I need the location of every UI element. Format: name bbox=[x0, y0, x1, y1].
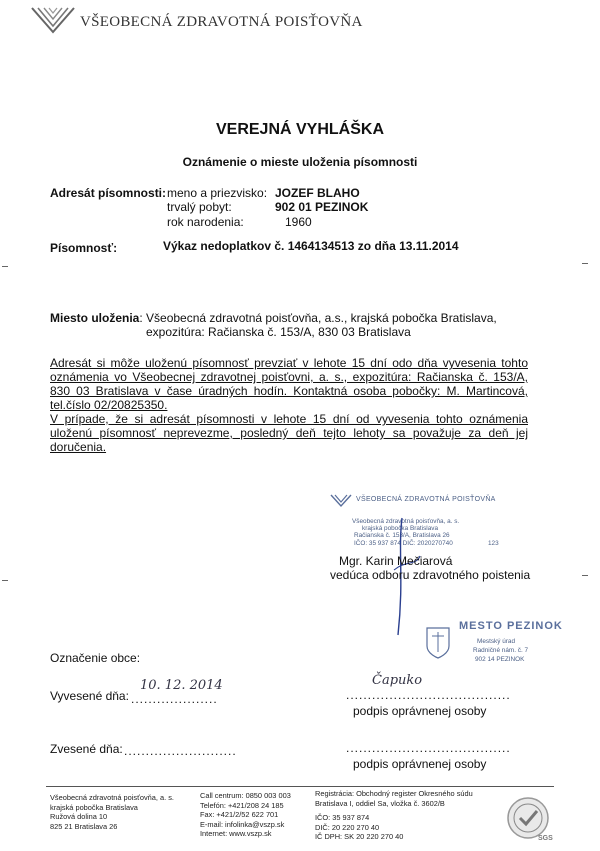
document-label: Písomnosť: bbox=[50, 241, 118, 255]
city-stamp bbox=[425, 620, 565, 688]
footer-col-3 bbox=[315, 789, 473, 842]
stamp-logo-icon bbox=[330, 494, 352, 508]
footer-col-2 bbox=[200, 791, 291, 839]
footer-line: Bratislava I, oddiel Sa, vložka č. 3602/B bbox=[315, 798, 445, 808]
posted-date: 10. 12. 2014 bbox=[140, 678, 223, 693]
document-value: Výkaz nedoplatkov č. 1464134513 zo dňa 13.11.2014 bbox=[163, 239, 459, 253]
edge-mark bbox=[2, 580, 8, 581]
page-subtitle: Oznámenie o mieste uloženia písomnosti bbox=[182, 155, 418, 169]
stamp-line-3: Račianska č. 153/A, Bratislava 26 bbox=[354, 532, 450, 539]
stamp-code: 123 bbox=[488, 540, 499, 547]
posted-label: Vyvesené dňa: bbox=[50, 689, 129, 703]
city-stamp-line-1: Mestský úrad bbox=[477, 638, 516, 645]
certification-badge bbox=[502, 794, 554, 846]
footer-line: Registrácia: Obchodný register Okresného súdu bbox=[315, 789, 473, 798]
footer-line: E-mail: infolinka@vszp.sk bbox=[200, 819, 285, 829]
footer-line: IČO: 35 937 874 bbox=[315, 813, 370, 823]
posted-dots: .................... bbox=[131, 692, 218, 706]
removed-dots: .......................... bbox=[124, 744, 237, 758]
posted-signature: Čapuko bbox=[372, 673, 423, 688]
vszp-logo-icon bbox=[30, 6, 76, 36]
storage-line-1 bbox=[50, 311, 497, 325]
birth-label: rok narodenia: bbox=[167, 215, 244, 229]
notice-paragraph-1: Adresát si môže uloženú písomnosť prevziať v lehote 15 dní odo dňa vyvesenia tohto oznámenia vo Všeobecnej zdravotnej poisťovni, a. s., expozitúra: Račianska č. 153/A, 830 03 Bratislava v čase úradných hodín. Kontaktná osoba pobočky: M. Martincová, tel.číslo 02/20825350. bbox=[50, 356, 528, 412]
footer-line: Telefón: +421/208 24 185 bbox=[200, 800, 284, 810]
stamp-org: VŠEOBECNÁ ZDRAVOTNÁ POISŤOVŇA bbox=[356, 496, 496, 503]
footer-line: Internet: www.vszp.sk bbox=[200, 829, 272, 839]
stamp-line-4: IČO: 35 937 874 DIČ: 2020270740 bbox=[354, 540, 453, 547]
designation-label: Označenie obce: bbox=[50, 651, 141, 665]
signatory-name: Mgr. Karin Mečiarová bbox=[339, 554, 453, 568]
page-title: VEREJNÁ VYHLÁŠKA bbox=[215, 121, 385, 138]
posted-sign-line: ...................................... bbox=[346, 688, 511, 702]
footer-line: Call centrum: 0850 003 003 bbox=[200, 791, 291, 800]
notice-paragraph-2: V prípade, že si adresát písomnosti v lehote 15 dní od vyvesenia tohto oznámenia uloženú písomnosť neprevezme, posledný deň tejto lehoty sa považuje za deň jej doručenia. bbox=[50, 412, 528, 454]
footer-line: krajská pobočka Bratislava bbox=[50, 802, 138, 812]
birth-value: 1960 bbox=[285, 215, 312, 229]
coat-of-arms-icon bbox=[425, 626, 451, 660]
storage-address-2: expozitúra: Račianska č. 153/A, 830 03 Bratislava bbox=[146, 325, 411, 339]
edge-mark bbox=[582, 575, 588, 576]
storage-label: Miesto uloženia bbox=[50, 311, 140, 325]
residence-label: trvalý pobyt: bbox=[167, 200, 232, 214]
name-label: meno a priezvisko: bbox=[167, 186, 268, 200]
edge-mark bbox=[2, 266, 8, 267]
edge-mark bbox=[582, 263, 588, 264]
stamp-line-1: Všeobecná zdravotná poisťovňa, a. s. bbox=[352, 518, 460, 525]
footer-line: Ružová dolina 10 bbox=[50, 812, 108, 822]
stamp-line-2: krajská pobočka Bratislava bbox=[362, 525, 439, 532]
certification-label: SGS bbox=[538, 835, 553, 842]
city-stamp-line-3: 902 14 PEZINOK bbox=[475, 656, 525, 663]
removed-sign-caption: podpis oprávnenej osoby bbox=[353, 757, 487, 771]
city-stamp-line-2: Radničné nám. č. 7 bbox=[473, 647, 529, 654]
footer-line: Fax: +421/2/52 622 701 bbox=[200, 810, 279, 820]
footer-line: Všeobecná zdravotná poisťovňa, a. s. bbox=[50, 793, 174, 802]
storage-address-1: : Všeobecná zdravotná poisťovňa, a.s., krajská pobočka Bratislava, bbox=[139, 311, 497, 325]
addressee-label: Adresát písomnosti: bbox=[50, 186, 167, 200]
removed-sign-line: ...................................... bbox=[346, 741, 511, 755]
city-stamp-title: MESTO PEZINOK bbox=[459, 620, 563, 632]
footer-divider bbox=[46, 786, 554, 787]
residence-value: 902 01 PEZINOK bbox=[275, 200, 369, 214]
footer-line: IČ DPH: SK 20 220 270 40 bbox=[315, 832, 404, 842]
signatory-position: vedúca odboru zdravotného poistenia bbox=[330, 568, 531, 582]
footer-line: DIČ: 20 220 270 40 bbox=[315, 822, 380, 832]
org-name: VŠEOBECNÁ ZDRAVOTNÁ POISŤOVŇA bbox=[80, 14, 363, 30]
name-value: JOZEF BLAHO bbox=[275, 186, 360, 200]
removed-label: Zvesené dňa: bbox=[50, 742, 123, 756]
footer-col-1 bbox=[50, 793, 174, 831]
footer-line: 825 21 Bratislava 26 bbox=[50, 821, 118, 831]
posted-sign-caption: podpis oprávnenej osoby bbox=[353, 704, 487, 718]
